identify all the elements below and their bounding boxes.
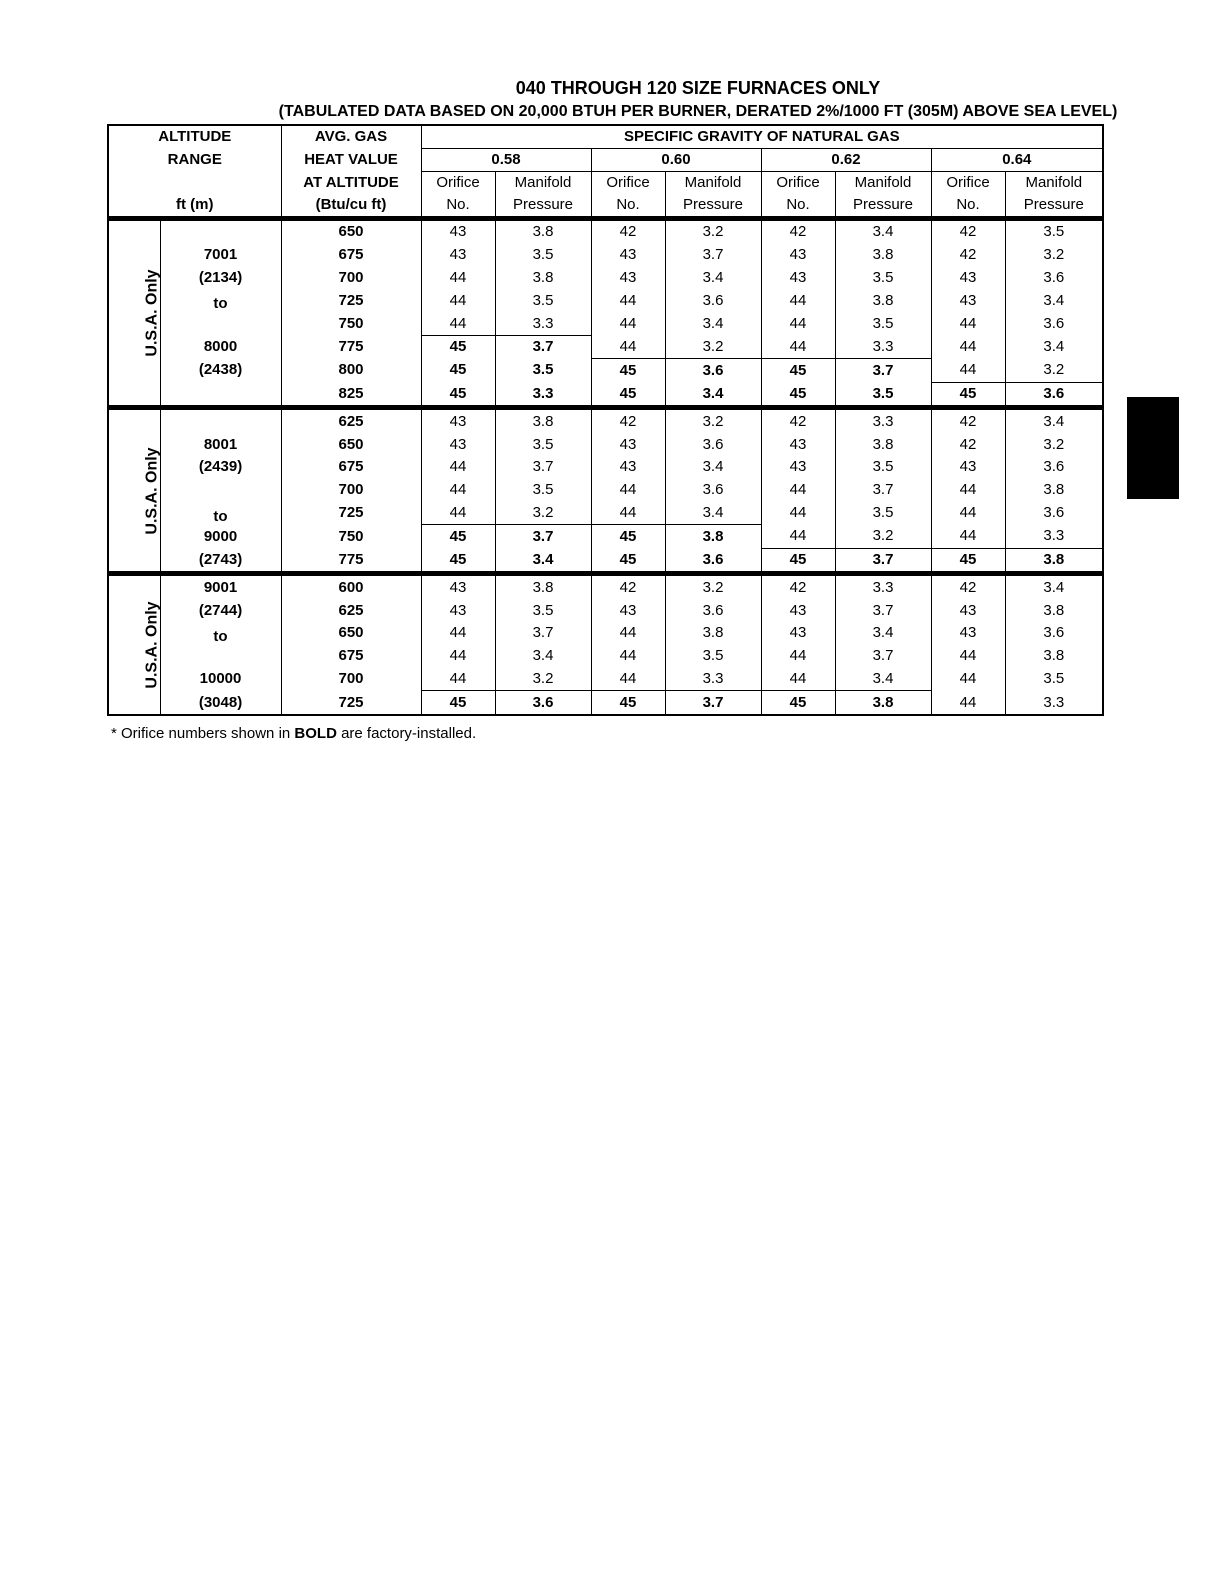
orifice-cell: 44 bbox=[591, 622, 665, 645]
table-row bbox=[108, 219, 1103, 244]
manifold-cell: 3.2 bbox=[1005, 359, 1103, 382]
manifold-cell: 3.8 bbox=[495, 408, 591, 433]
manifold-cell: 3.5 bbox=[495, 244, 591, 267]
manifold-cell: 3.5 bbox=[495, 359, 591, 382]
header-units: ft (m) bbox=[108, 194, 281, 219]
orifice-table bbox=[107, 124, 1104, 716]
orifice-cell: 43 bbox=[421, 433, 495, 456]
heat-value-cell: 775 bbox=[281, 548, 421, 574]
orifice-cell: 45 bbox=[761, 359, 835, 382]
header-pressure: Pressure bbox=[495, 194, 591, 219]
orifice-cell: 45 bbox=[421, 382, 495, 408]
manifold-cell: 3.3 bbox=[1005, 525, 1103, 548]
manifold-cell: 3.6 bbox=[1005, 456, 1103, 479]
orifice-cell: 45 bbox=[761, 691, 835, 715]
manifold-cell: 3.6 bbox=[665, 548, 761, 574]
manifold-cell: 3.2 bbox=[665, 408, 761, 433]
page-subtitle: (TABULATED DATA BASED ON 20,000 BTUH PER BURNER, DERATED 2%/1000 FT (305M) ABOVE SEA LEVEL) bbox=[278, 103, 1118, 120]
header-pressure: Pressure bbox=[665, 194, 761, 219]
orifice-cell: 44 bbox=[761, 645, 835, 668]
altitude-range-cell: (2439) bbox=[160, 456, 281, 479]
altitude-range-cell: (2743) bbox=[160, 548, 281, 574]
altitude-range-cell: (2134) bbox=[160, 267, 281, 290]
manifold-cell: 3.6 bbox=[1005, 312, 1103, 335]
orifice-cell: 44 bbox=[761, 289, 835, 312]
manifold-cell: 3.7 bbox=[835, 599, 931, 622]
orifice-cell: 43 bbox=[931, 622, 1005, 645]
orifice-cell: 43 bbox=[761, 433, 835, 456]
table-row bbox=[108, 289, 1103, 312]
orifice-cell: 43 bbox=[591, 456, 665, 479]
orifice-cell: 43 bbox=[761, 244, 835, 267]
orifice-cell: 45 bbox=[421, 359, 495, 382]
orifice-cell: 44 bbox=[761, 479, 835, 502]
section-tab-marker bbox=[1127, 397, 1179, 499]
table-row bbox=[108, 335, 1103, 358]
manifold-cell: 3.3 bbox=[835, 408, 931, 433]
region-label-text: U.S.A. Only bbox=[143, 601, 161, 689]
orifice-cell: 43 bbox=[421, 219, 495, 244]
altitude-range-cell: to bbox=[160, 502, 281, 525]
manifold-cell: 3.4 bbox=[495, 548, 591, 574]
header-orifice: Orifice bbox=[591, 172, 665, 195]
altitude-range-cell: 7001 bbox=[160, 244, 281, 267]
manifold-cell: 3.4 bbox=[1005, 289, 1103, 312]
manifold-cell: 3.8 bbox=[665, 622, 761, 645]
altitude-range-cell: 9001 bbox=[160, 574, 281, 599]
altitude-range-cell: (3048) bbox=[160, 691, 281, 715]
altitude-range-cell bbox=[160, 219, 281, 244]
header-pressure: Pressure bbox=[1005, 194, 1103, 219]
orifice-cell: 44 bbox=[421, 622, 495, 645]
header-orifice-no: No. bbox=[421, 194, 495, 219]
orifice-cell: 44 bbox=[931, 479, 1005, 502]
heat-value-cell: 700 bbox=[281, 267, 421, 290]
manifold-cell: 3.5 bbox=[495, 433, 591, 456]
manifold-cell: 3.5 bbox=[835, 382, 931, 408]
orifice-cell: 45 bbox=[761, 548, 835, 574]
orifice-cell: 44 bbox=[421, 312, 495, 335]
heat-value-cell: 725 bbox=[281, 502, 421, 525]
footnote-prefix: * Orifice numbers shown in bbox=[111, 725, 295, 742]
table-row bbox=[108, 244, 1103, 267]
manifold-cell: 3.8 bbox=[835, 244, 931, 267]
orifice-cell: 44 bbox=[421, 668, 495, 691]
orifice-cell: 42 bbox=[931, 244, 1005, 267]
heat-value-cell: 675 bbox=[281, 645, 421, 668]
manifold-cell: 3.2 bbox=[1005, 433, 1103, 456]
orifice-cell: 44 bbox=[761, 502, 835, 525]
orifice-cell: 43 bbox=[761, 622, 835, 645]
orifice-cell: 43 bbox=[931, 267, 1005, 290]
manifold-cell: 3.7 bbox=[835, 645, 931, 668]
altitude-range-cell: 8001 bbox=[160, 433, 281, 456]
manifold-cell: 3.5 bbox=[495, 479, 591, 502]
orifice-cell: 45 bbox=[591, 691, 665, 715]
manifold-cell: 3.3 bbox=[495, 312, 591, 335]
orifice-cell: 45 bbox=[421, 335, 495, 358]
manifold-cell: 3.2 bbox=[835, 525, 931, 548]
table-row bbox=[108, 691, 1103, 715]
orifice-cell: 42 bbox=[591, 408, 665, 433]
header-manifold: Manifold bbox=[665, 172, 761, 195]
orifice-cell: 44 bbox=[421, 289, 495, 312]
manifold-cell: 3.7 bbox=[495, 456, 591, 479]
manifold-cell: 3.8 bbox=[835, 691, 931, 715]
orifice-cell: 44 bbox=[931, 312, 1005, 335]
orifice-cell: 43 bbox=[591, 244, 665, 267]
altitude-range-cell bbox=[160, 382, 281, 408]
table-row bbox=[108, 267, 1103, 290]
manifold-cell: 3.8 bbox=[495, 267, 591, 290]
manifold-cell: 3.5 bbox=[495, 289, 591, 312]
table-body bbox=[108, 219, 1103, 716]
heat-value-cell: 700 bbox=[281, 479, 421, 502]
orifice-cell: 44 bbox=[931, 335, 1005, 358]
table-row bbox=[108, 599, 1103, 622]
heat-value-cell: 650 bbox=[281, 433, 421, 456]
heat-value-cell: 800 bbox=[281, 359, 421, 382]
header-altitude-range: RANGE bbox=[108, 149, 281, 172]
orifice-cell: 45 bbox=[591, 525, 665, 548]
manifold-cell: 3.6 bbox=[1005, 267, 1103, 290]
table-row bbox=[108, 525, 1103, 548]
orifice-cell: 45 bbox=[761, 382, 835, 408]
region-label bbox=[108, 574, 160, 715]
table-row bbox=[108, 408, 1103, 433]
orifice-cell: 43 bbox=[761, 599, 835, 622]
manifold-cell: 3.8 bbox=[835, 289, 931, 312]
manifold-cell: 3.4 bbox=[665, 382, 761, 408]
manifold-cell: 3.8 bbox=[495, 219, 591, 244]
altitude-range-cell: (2438) bbox=[160, 359, 281, 382]
footnote-bold: BOLD bbox=[294, 725, 337, 742]
header-orifice: Orifice bbox=[421, 172, 495, 195]
table-row bbox=[108, 548, 1103, 574]
orifice-cell: 42 bbox=[931, 574, 1005, 599]
gravity-060: 0.60 bbox=[591, 149, 761, 172]
orifice-cell: 45 bbox=[931, 382, 1005, 408]
manifold-cell: 3.6 bbox=[1005, 382, 1103, 408]
orifice-cell: 44 bbox=[931, 502, 1005, 525]
heat-value-cell: 750 bbox=[281, 312, 421, 335]
orifice-cell: 44 bbox=[761, 525, 835, 548]
orifice-cell: 43 bbox=[761, 456, 835, 479]
manifold-cell: 3.3 bbox=[1005, 691, 1103, 715]
header-gravity: SPECIFIC GRAVITY OF NATURAL GAS bbox=[421, 125, 1103, 149]
orifice-cell: 44 bbox=[591, 479, 665, 502]
orifice-cell: 45 bbox=[421, 548, 495, 574]
manifold-cell: 3.8 bbox=[495, 574, 591, 599]
altitude-range-cell: 8000 bbox=[160, 335, 281, 358]
header-manifold: Manifold bbox=[495, 172, 591, 195]
manifold-cell: 3.7 bbox=[835, 479, 931, 502]
header-orifice-no: No. bbox=[591, 194, 665, 219]
orifice-cell: 44 bbox=[761, 335, 835, 358]
manifold-cell: 3.4 bbox=[665, 267, 761, 290]
orifice-cell: 44 bbox=[591, 668, 665, 691]
orifice-cell: 45 bbox=[591, 382, 665, 408]
orifice-cell: 42 bbox=[761, 408, 835, 433]
header-manifold: Manifold bbox=[835, 172, 931, 195]
manifold-cell: 3.4 bbox=[495, 645, 591, 668]
heat-value-cell: 650 bbox=[281, 622, 421, 645]
orifice-cell: 44 bbox=[591, 335, 665, 358]
manifold-cell: 3.7 bbox=[835, 548, 931, 574]
gravity-058: 0.58 bbox=[421, 149, 591, 172]
orifice-cell: 43 bbox=[421, 574, 495, 599]
orifice-cell: 45 bbox=[421, 691, 495, 715]
orifice-cell: 44 bbox=[421, 645, 495, 668]
manifold-cell: 3.8 bbox=[1005, 479, 1103, 502]
orifice-cell: 44 bbox=[421, 479, 495, 502]
manifold-cell: 3.5 bbox=[495, 599, 591, 622]
manifold-cell: 3.2 bbox=[495, 668, 591, 691]
header-heat-value: HEAT VALUE bbox=[281, 149, 421, 172]
page-title: 040 THROUGH 120 SIZE FURNACES ONLY bbox=[515, 78, 881, 98]
altitude-range-cell bbox=[160, 312, 281, 335]
manifold-cell: 3.7 bbox=[495, 525, 591, 548]
manifold-cell: 3.6 bbox=[665, 599, 761, 622]
region-label bbox=[108, 408, 160, 574]
heat-value-cell: 825 bbox=[281, 382, 421, 408]
manifold-cell: 3.6 bbox=[665, 289, 761, 312]
orifice-cell: 44 bbox=[931, 668, 1005, 691]
orifice-cell: 44 bbox=[761, 312, 835, 335]
orifice-cell: 42 bbox=[591, 219, 665, 244]
heat-value-cell: 675 bbox=[281, 456, 421, 479]
heat-value-cell: 625 bbox=[281, 599, 421, 622]
manifold-cell: 3.5 bbox=[835, 312, 931, 335]
heat-value-cell: 750 bbox=[281, 525, 421, 548]
heat-value-cell: 725 bbox=[281, 691, 421, 715]
manifold-cell: 3.8 bbox=[1005, 645, 1103, 668]
manifold-cell: 3.3 bbox=[665, 668, 761, 691]
heat-value-cell: 700 bbox=[281, 668, 421, 691]
manifold-cell: 3.7 bbox=[835, 359, 931, 382]
table-row bbox=[108, 502, 1103, 525]
orifice-cell: 45 bbox=[591, 548, 665, 574]
gravity-064: 0.64 bbox=[931, 149, 1103, 172]
manifold-cell: 3.5 bbox=[1005, 668, 1103, 691]
heat-value-cell: 675 bbox=[281, 244, 421, 267]
orifice-cell: 43 bbox=[931, 289, 1005, 312]
header-orifice-no: No. bbox=[931, 194, 1005, 219]
header-at-altitude: AT ALTITUDE bbox=[281, 172, 421, 195]
header-altitude: ALTITUDE bbox=[108, 125, 281, 149]
altitude-range-cell: 9000 bbox=[160, 525, 281, 548]
orifice-cell: 44 bbox=[591, 502, 665, 525]
altitude-range-cell: 10000 bbox=[160, 668, 281, 691]
heat-value-cell: 600 bbox=[281, 574, 421, 599]
header-manifold: Manifold bbox=[1005, 172, 1103, 195]
manifold-cell: 3.7 bbox=[495, 622, 591, 645]
manifold-cell: 3.5 bbox=[665, 645, 761, 668]
header-heat: AVG. GAS bbox=[281, 125, 421, 149]
orifice-cell: 44 bbox=[931, 525, 1005, 548]
manifold-cell: 3.6 bbox=[1005, 622, 1103, 645]
orifice-cell: 45 bbox=[421, 525, 495, 548]
manifold-cell: 3.5 bbox=[835, 502, 931, 525]
manifold-cell: 3.6 bbox=[665, 359, 761, 382]
table-row bbox=[108, 574, 1103, 599]
manifold-cell: 3.4 bbox=[835, 622, 931, 645]
header-orifice: Orifice bbox=[931, 172, 1005, 195]
manifold-cell: 3.8 bbox=[1005, 548, 1103, 574]
manifold-cell: 3.7 bbox=[665, 244, 761, 267]
orifice-cell: 44 bbox=[421, 502, 495, 525]
altitude-range-cell bbox=[160, 408, 281, 433]
altitude-range-cell bbox=[160, 479, 281, 502]
manifold-cell: 3.4 bbox=[665, 312, 761, 335]
header-orifice-no: No. bbox=[761, 194, 835, 219]
orifice-cell: 42 bbox=[931, 408, 1005, 433]
manifold-cell: 3.2 bbox=[665, 335, 761, 358]
manifold-cell: 3.2 bbox=[665, 219, 761, 244]
altitude-range-cell: (2744) bbox=[160, 599, 281, 622]
orifice-cell: 44 bbox=[931, 645, 1005, 668]
table-row bbox=[108, 312, 1103, 335]
altitude-range-cell: to bbox=[160, 289, 281, 312]
orifice-cell: 43 bbox=[591, 267, 665, 290]
footnote bbox=[111, 725, 476, 742]
manifold-cell: 3.4 bbox=[1005, 574, 1103, 599]
region-label bbox=[108, 219, 160, 408]
heat-value-cell: 650 bbox=[281, 219, 421, 244]
manifold-cell: 3.6 bbox=[665, 433, 761, 456]
table-row bbox=[108, 622, 1103, 645]
gravity-062: 0.62 bbox=[761, 149, 931, 172]
table-row bbox=[108, 359, 1103, 382]
orifice-cell: 43 bbox=[421, 244, 495, 267]
manifold-cell: 3.7 bbox=[495, 335, 591, 358]
heat-value-cell: 625 bbox=[281, 408, 421, 433]
manifold-cell: 3.6 bbox=[665, 479, 761, 502]
table-row bbox=[108, 479, 1103, 502]
orifice-cell: 44 bbox=[931, 359, 1005, 382]
footnote-suffix: are factory-installed. bbox=[336, 725, 477, 742]
table-row bbox=[108, 382, 1103, 408]
region-label-text: U.S.A. Only bbox=[143, 269, 161, 357]
manifold-cell: 3.4 bbox=[665, 456, 761, 479]
altitude-range-cell bbox=[160, 645, 281, 668]
table-row bbox=[108, 433, 1103, 456]
orifice-cell: 45 bbox=[591, 359, 665, 382]
manifold-cell: 3.8 bbox=[1005, 599, 1103, 622]
orifice-cell: 42 bbox=[761, 574, 835, 599]
orifice-cell: 43 bbox=[761, 267, 835, 290]
manifold-cell: 3.5 bbox=[835, 456, 931, 479]
manifold-cell: 3.2 bbox=[495, 502, 591, 525]
orifice-cell: 44 bbox=[761, 668, 835, 691]
orifice-cell: 43 bbox=[591, 433, 665, 456]
orifice-cell: 44 bbox=[931, 691, 1005, 715]
region-label-text: U.S.A. Only bbox=[143, 447, 161, 535]
manifold-cell: 3.4 bbox=[665, 502, 761, 525]
orifice-cell: 44 bbox=[421, 267, 495, 290]
altitude-range-cell: to bbox=[160, 622, 281, 645]
table-row bbox=[108, 456, 1103, 479]
orifice-cell: 42 bbox=[931, 433, 1005, 456]
manifold-cell: 3.3 bbox=[495, 382, 591, 408]
header-orifice: Orifice bbox=[761, 172, 835, 195]
manifold-cell: 3.4 bbox=[1005, 335, 1103, 358]
orifice-cell: 44 bbox=[421, 456, 495, 479]
orifice-cell: 44 bbox=[591, 312, 665, 335]
manifold-cell: 3.6 bbox=[1005, 502, 1103, 525]
header-heat-units: (Btu/cu ft) bbox=[281, 194, 421, 219]
manifold-cell: 3.4 bbox=[835, 668, 931, 691]
orifice-cell: 43 bbox=[931, 599, 1005, 622]
manifold-cell: 3.5 bbox=[1005, 219, 1103, 244]
orifice-cell: 42 bbox=[931, 219, 1005, 244]
manifold-cell: 3.2 bbox=[1005, 244, 1103, 267]
table-row bbox=[108, 668, 1103, 691]
orifice-cell: 43 bbox=[591, 599, 665, 622]
heat-value-cell: 725 bbox=[281, 289, 421, 312]
orifice-cell: 45 bbox=[931, 548, 1005, 574]
orifice-cell: 42 bbox=[761, 219, 835, 244]
manifold-cell: 3.8 bbox=[835, 433, 931, 456]
manifold-cell: 3.5 bbox=[835, 267, 931, 290]
manifold-cell: 3.6 bbox=[495, 691, 591, 715]
orifice-cell: 43 bbox=[421, 408, 495, 433]
header-blank bbox=[108, 172, 281, 195]
heat-value-cell: 775 bbox=[281, 335, 421, 358]
orifice-cell: 43 bbox=[931, 456, 1005, 479]
manifold-cell: 3.3 bbox=[835, 574, 931, 599]
manifold-cell: 3.2 bbox=[665, 574, 761, 599]
orifice-cell: 44 bbox=[591, 289, 665, 312]
manifold-cell: 3.4 bbox=[835, 219, 931, 244]
orifice-cell: 43 bbox=[421, 599, 495, 622]
manifold-cell: 3.8 bbox=[665, 525, 761, 548]
orifice-cell: 42 bbox=[591, 574, 665, 599]
manifold-cell: 3.4 bbox=[1005, 408, 1103, 433]
header-pressure: Pressure bbox=[835, 194, 931, 219]
table-row bbox=[108, 645, 1103, 668]
manifold-cell: 3.3 bbox=[835, 335, 931, 358]
orifice-cell: 44 bbox=[591, 645, 665, 668]
manifold-cell: 3.7 bbox=[665, 691, 761, 715]
